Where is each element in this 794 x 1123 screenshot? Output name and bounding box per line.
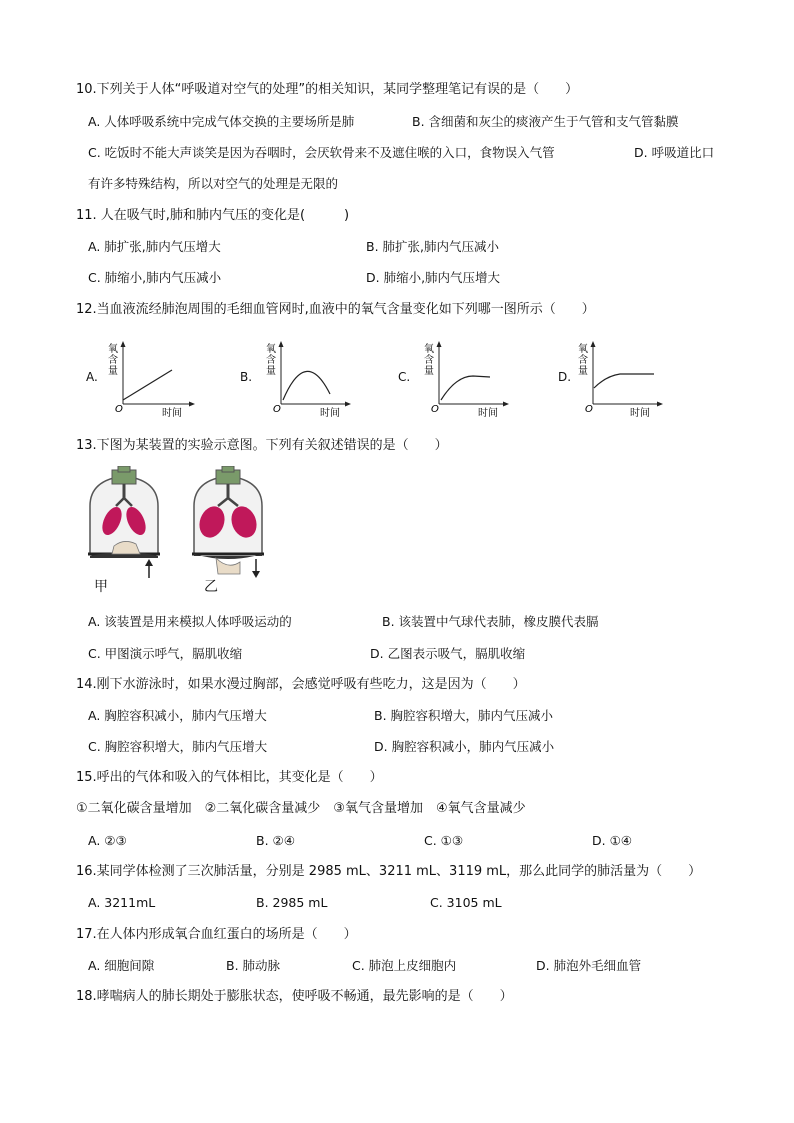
q12-label-d: D.	[558, 370, 572, 384]
q12-ylabel-a: 氧含量	[108, 344, 118, 377]
q14-option-a: A. 胸腔容积减小，肺内气压增大	[88, 708, 267, 723]
q12-graph-d	[558, 338, 668, 420]
q11-stem: 11. 人在吸气时,肺和肺内气压的变化是( )	[76, 208, 350, 223]
q11-option-d: D. 肺缩小,肺内气压增大	[366, 270, 501, 285]
q14-option-d: D. 胸腔容积减小，肺内气压减小	[374, 739, 555, 754]
q14-stem: 14.刚下水游泳时，如果水漫过胸部，会感觉呼吸有些吃力，这是因为（ ）	[76, 677, 526, 692]
q17-option-d: D. 肺泡外毛细血管	[536, 958, 642, 973]
q12-curve-c	[441, 376, 490, 400]
q16-stem: 16.某同学体检测了三次肺活量，分别是 2985 mL、3211 mL、3119 mL，那么此同学的肺活量为（ ）	[76, 864, 702, 879]
svg-text:时间: 时间	[162, 408, 182, 419]
q10-stem: 10.下列关于人体“呼吸道对空气的处理”的相关知识，某同学整理笔记有误的是（ ）	[76, 82, 579, 97]
q12-graph-b	[240, 338, 350, 420]
q15-option-d: D. ①④	[592, 833, 632, 848]
q12-label-b: B.	[240, 370, 253, 384]
q13-figure	[84, 466, 284, 606]
svg-text:时间: 时间	[478, 408, 498, 419]
q10-option-d-continued: 有许多特殊结构，所以对空气的处理是无限的	[88, 176, 339, 191]
q13-option-d: D. 乙图表示吸气，膈肌收缩	[370, 646, 526, 661]
q14-option-b: B. 胸腔容积增大，肺内气压减小	[374, 708, 554, 723]
q14-option-c: C. 胸腔容积增大，肺内气压增大	[88, 739, 268, 754]
svg-text:O: O	[431, 404, 439, 415]
q12-stem: 12.当血液流经肺泡周围的毛细血管网时,血液中的氧气含量变化如下列哪一图所示（ ）	[76, 302, 595, 317]
q15-option-b: B. ②④	[256, 833, 295, 848]
q16-option-c: C. 3105 mL	[430, 895, 502, 910]
q15-option-c: C. ①③	[424, 833, 464, 848]
jar-yi	[192, 466, 264, 578]
svg-text:O: O	[585, 404, 593, 415]
q16-option-a: A. 3211mL	[88, 895, 156, 910]
q18-stem: 18.哮喘病人的肺长期处于膨胀状态，使呼吸不畅通，最先影响的是（ ）	[76, 989, 513, 1004]
svg-text:氧含量: 氧含量	[578, 344, 588, 377]
q10-option-b: B. 含细菌和灰尘的痰液产生于气管和支气管黏膜	[412, 114, 679, 129]
q11-option-a: A. 肺扩张,肺内气压增大	[88, 239, 221, 254]
q13-option-a: A. 该装置是用来模拟人体呼吸运动的	[88, 614, 292, 629]
q10-option-a: A. 人体呼吸系统中完成气体交换的主要场所是肺	[88, 114, 355, 129]
svg-text:O: O	[273, 404, 281, 415]
q13-fig-label-yi: 乙	[204, 579, 218, 595]
q15-items: ①二氧化碳含量增加 ②二氧化碳含量减少 ③氧气含量增加 ④氧气含量减少	[76, 801, 526, 816]
svg-text:氧含量: 氧含量	[266, 344, 276, 377]
q12-graph-c	[398, 338, 508, 420]
q13-option-c: C. 甲图演示呼气，膈肌收缩	[88, 646, 243, 661]
q15-stem: 15.呼出的气体和吸入的气体相比，其变化是（ ）	[76, 770, 383, 785]
svg-text:时间: 时间	[320, 408, 340, 419]
q12-curve-a	[123, 370, 172, 400]
q13-fig-label-jia: 甲	[94, 579, 108, 595]
q15-option-a: A. ②③	[88, 833, 127, 848]
q12-graph-a	[86, 338, 196, 420]
q11-option-c: C. 肺缩小,肺内气压减小	[88, 270, 222, 285]
q17-stem: 17.在人体内形成氧合血红蛋白的场所是（ ）	[76, 927, 357, 942]
q10-option-c: C. 吃饭时不能大声谈笑是因为吞咽时，会厌软骨来不及遮住喉的入口，食物误入气管	[88, 145, 555, 160]
q17-option-b: B. 肺动脉	[226, 958, 281, 973]
q10-option-d: D. 呼吸道比口	[634, 145, 715, 160]
q11-option-b: B. 肺扩张,肺内气压减小	[366, 239, 499, 254]
svg-text:氧含量: 氧含量	[424, 344, 434, 377]
q16-option-b: B. 2985 mL	[256, 895, 328, 910]
q17-option-a: A. 细胞间隙	[88, 958, 155, 973]
q13-option-b: B. 该装置中气球代表肺，橡皮膜代表膈	[382, 614, 599, 629]
q12-label-a: A.	[86, 370, 98, 384]
q12-label-c: C.	[398, 370, 411, 384]
q13-stem: 13.下图为某装置的实验示意图。下列有关叙述错误的是（ ）	[76, 438, 448, 453]
q12-curve-b	[283, 371, 330, 400]
svg-text:O: O	[115, 404, 123, 415]
q17-option-c: C. 肺泡上皮细胞内	[352, 958, 457, 973]
q12-curve-d	[594, 374, 654, 388]
jar-jia	[88, 466, 160, 578]
svg-text:时间: 时间	[630, 408, 650, 419]
